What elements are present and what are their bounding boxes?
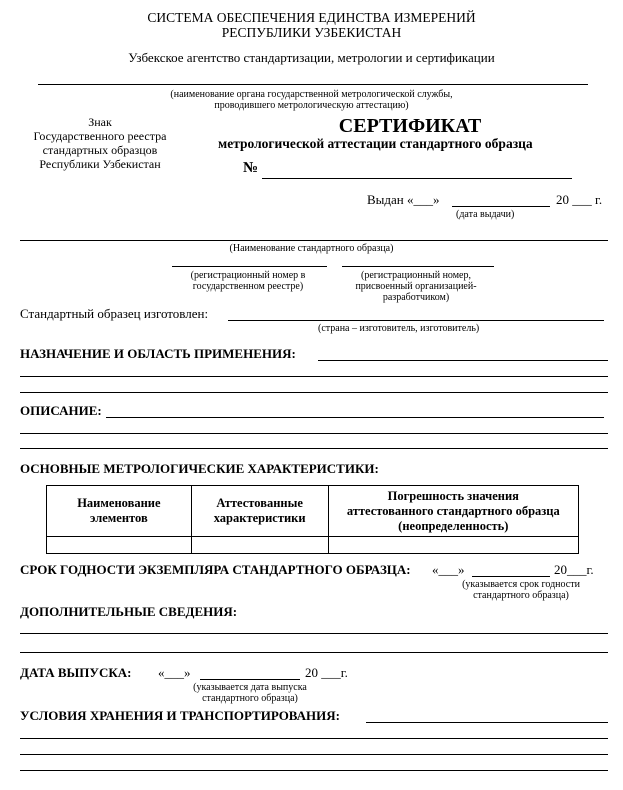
header-title-line1: СИСТЕМА ОБЕСПЕЧЕНИЯ ЕДИНСТВА ИЗМЕРЕНИЙ (147, 10, 476, 25)
manufactured-line[interactable] (228, 320, 604, 321)
release-date-month-line[interactable] (200, 679, 300, 680)
characteristics-heading: ОСНОВНЫЕ МЕТРОЛОГИЧЕСКИЕ ХАРАКТЕРИСТИКИ: (20, 461, 379, 476)
reg-state-caption-1: (регистрационный номер в (190, 270, 306, 281)
release-date-caption-1: (указывается дата выпуска (193, 682, 307, 693)
sign-line-3: стандартных образцов (42, 143, 158, 157)
organ-line (38, 84, 588, 85)
sign-line-1: Знак (88, 115, 112, 129)
organ-caption-1: (наименование органа государственной метрологической службы, (170, 89, 453, 100)
reg-dev-caption-2: присвоенный организацией- (355, 281, 477, 292)
issued-label: Выдан «___» (367, 192, 440, 207)
purpose-line-2[interactable] (20, 376, 608, 377)
release-date-day: «___» (158, 665, 191, 680)
organ-caption-2: проводившего метрологическую аттестацию) (214, 100, 409, 111)
shelf-life-month-line[interactable] (472, 576, 550, 577)
certificate-subtitle: метрологической аттестации стандартного образца (218, 136, 533, 151)
release-date-heading: ДАТА ВЫПУСКА: (20, 665, 132, 680)
table-header-elements-2: элементов (90, 511, 148, 525)
storage-line-1[interactable] (366, 722, 608, 723)
reg-state-caption (168, 270, 328, 292)
header-title-line2: РЕСПУБЛИКИ УЗБЕКИСТАН (221, 25, 402, 40)
manufactured-label: Стандартный образец изготовлен: (20, 306, 209, 321)
table-header-row (47, 486, 579, 537)
additional-heading: ДОПОЛНИТЕЛЬНЫЕ СВЕДЕНИЯ: (20, 604, 238, 619)
reg-state-caption-2: государственном реестре) (192, 281, 304, 292)
sign-block (20, 115, 180, 171)
storage-line-2[interactable] (20, 738, 608, 739)
description-line-2[interactable] (20, 433, 608, 434)
issued-month-line[interactable] (452, 206, 550, 207)
purpose-heading: НАЗНАЧЕНИЕ И ОБЛАСТЬ ПРИМЕНЕНИЯ: (20, 346, 296, 361)
table-row (47, 537, 579, 554)
purpose-line-3[interactable] (20, 392, 608, 393)
reg-dev-caption-1: (регистрационный номер, (361, 270, 471, 281)
release-date-year: 20 ___г. (305, 665, 348, 680)
table-header-characteristics (191, 486, 328, 537)
table-header-characteristics-1: Аттестованные (216, 496, 303, 510)
storage-line-4[interactable] (20, 770, 608, 771)
description-line-1[interactable] (106, 417, 604, 418)
additional-line-2[interactable] (20, 652, 608, 653)
table-header-elements-1: Наименование (77, 496, 161, 510)
issued-caption: (дата выдачи) (456, 209, 515, 220)
additional-line-1[interactable] (20, 633, 608, 634)
table-cell-elements[interactable] (47, 537, 192, 554)
release-date-caption-2: стандартного образца) (202, 693, 298, 704)
sign-line-4: Республики Узбекистан (39, 157, 161, 171)
purpose-line-1[interactable] (318, 360, 608, 361)
sample-name-line[interactable] (20, 240, 608, 241)
table-header-uncertainty-2: аттестованного стандартного образца (346, 503, 560, 518)
shelf-life-heading: СРОК ГОДНОСТИ ЭКЗЕМПЛЯРА СТАНДАРТНОГО ОБРАЗЦА: (20, 562, 411, 577)
table-header-uncertainty (328, 486, 578, 537)
storage-line-3[interactable] (20, 754, 608, 755)
table-header-uncertainty-3: (неопределенность) (398, 518, 509, 533)
certificate-number-line[interactable] (262, 178, 572, 179)
certificate-number-label: № (243, 160, 259, 176)
shelf-life-caption (446, 579, 596, 601)
shelf-life-caption-2: стандартного образца) (473, 590, 569, 601)
sign-line-2: Государственного реестра (33, 129, 167, 143)
shelf-life-year: 20___г. (554, 562, 594, 577)
shelf-life-caption-1: (указывается срок годности (462, 579, 580, 590)
table-header-uncertainty-1: Погрешность значения (387, 488, 519, 503)
description-line-3[interactable] (20, 448, 608, 449)
shelf-life-day: «___» (432, 562, 465, 577)
characteristics-table (46, 485, 579, 554)
table-header-characteristics-2: характеристики (213, 511, 306, 525)
reg-dev-caption (336, 270, 496, 303)
sample-name-caption: (Наименование стандартного образца) (229, 243, 394, 254)
certificate-title: СЕРТИФИКАТ (338, 115, 482, 137)
release-date-caption (180, 682, 320, 704)
storage-heading: УСЛОВИЯ ХРАНЕНИЯ И ТРАНСПОРТИРОВАНИЯ: (20, 708, 340, 723)
table-cell-characteristics[interactable] (191, 537, 328, 554)
table-header-elements (47, 486, 192, 537)
manufactured-caption: (страна – изготовитель, изготовитель) (318, 323, 480, 334)
reg-state-line[interactable] (172, 266, 327, 267)
reg-dev-caption-3: разработчиком) (382, 292, 450, 303)
reg-dev-line[interactable] (342, 266, 494, 267)
description-heading: ОПИСАНИЕ: (20, 403, 102, 418)
issued-year: 20 ___ г. (556, 192, 603, 207)
table-cell-uncertainty[interactable] (328, 537, 578, 554)
agency-name: Узбекское агентство стандартизации, метрологии и сертификации (128, 50, 495, 65)
